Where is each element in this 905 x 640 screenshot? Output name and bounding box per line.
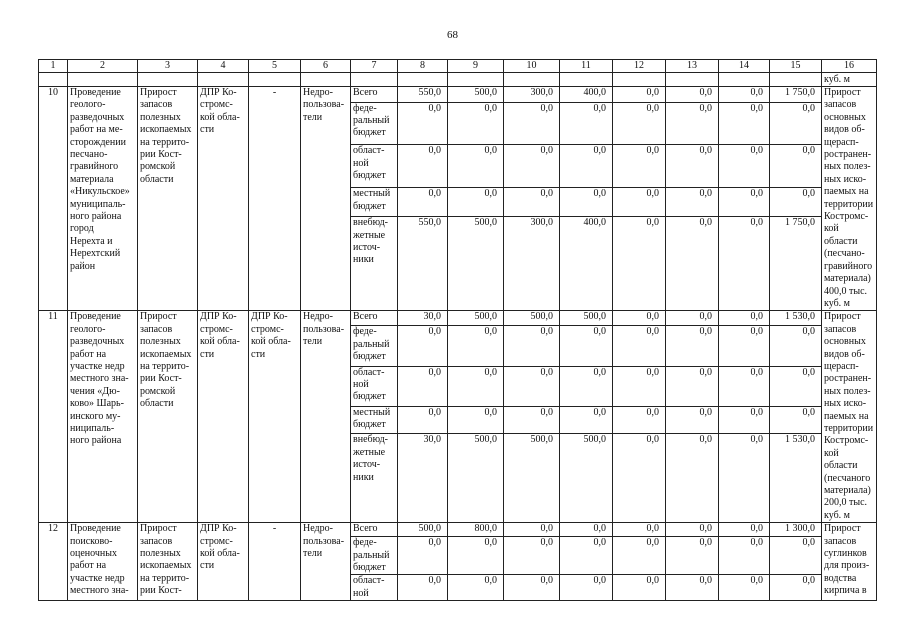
expected-result: Прирост запасов суглинков для произ- водства кирпича в [822,523,877,601]
column-number-header: 9 [448,60,504,73]
funding-value: 0,0 [719,434,770,523]
funding-value: 0,0 [504,366,560,406]
funding-value: 30,0 [398,311,448,326]
funding-value: 0,0 [448,537,504,575]
activity-description: Проведение геолого- разведочных работ на ме- сторождении песчано- гравийного материала «Никульское» муниципаль- ного района город Нерехта и Нерехтский район [68,87,138,311]
page-number: 68 [447,29,458,41]
funding-source: внебюд- жетные источ- ники [351,217,398,311]
goal-description: Прирост запасов полезных ископаемых на террито- рии Кост- ромской области [138,87,198,311]
executor: Недро- пользова- тели [301,523,351,601]
funding-value: 0,0 [719,311,770,326]
responsible-org: ДПР Ко- стромс- кой обла- сти [198,523,249,601]
empty-cell [770,73,822,87]
funding-source: местный бюджет [351,188,398,217]
funding-value: 0,0 [613,188,666,217]
empty-cell [198,73,249,87]
empty-cell [39,73,68,87]
funding-value: 0,0 [719,102,770,145]
funding-value: 500,0 [560,434,613,523]
empty-cell [719,73,770,87]
unit-label: куб. м [822,73,877,87]
column-number-header: 10 [504,60,560,73]
funding-source: внебюд- жетные источ- ники [351,434,398,523]
funding-value: 1 750,0 [770,87,822,103]
funding-value: 400,0 [560,87,613,103]
funding-value: 0,0 [613,434,666,523]
funding-value: 500,0 [504,434,560,523]
funding-value: 0,0 [719,87,770,103]
table-row [39,311,877,326]
funding-value: 0,0 [560,575,613,601]
funding-value: 0,0 [613,102,666,145]
funding-value: 0,0 [770,326,822,366]
row-number: 10 [39,87,68,311]
funding-value: 0,0 [770,188,822,217]
funding-source: феде- ральный бюджет [351,326,398,366]
column-number-header: 14 [719,60,770,73]
funding-value: 0,0 [719,407,770,434]
funding-source: област- ной бюджет [351,366,398,406]
funding-value: 500,0 [448,311,504,326]
funding-value: 550,0 [398,87,448,103]
funding-value: 0,0 [719,575,770,601]
table-row [39,523,877,537]
funding-source: феде- ральный бюджет [351,102,398,145]
funding-source: Всего [351,311,398,326]
funding-value: 500,0 [448,87,504,103]
column-number-header: 11 [560,60,613,73]
funding-value: 0,0 [770,366,822,406]
funding-value: 1 530,0 [770,434,822,523]
funding-value: 0,0 [560,188,613,217]
funding-value: 0,0 [770,575,822,601]
funding-value: 0,0 [613,87,666,103]
funding-value: 0,0 [560,407,613,434]
funding-value: 0,0 [448,407,504,434]
column-number-header: 6 [301,60,351,73]
funding-value: 500,0 [448,217,504,311]
funding-value: 500,0 [448,434,504,523]
funding-value: 0,0 [504,326,560,366]
funding-value: 0,0 [560,366,613,406]
unit-row [39,73,877,87]
column-number-header: 8 [398,60,448,73]
funding-value: 0,0 [560,102,613,145]
funding-value: 0,0 [448,188,504,217]
funding-value: 0,0 [504,188,560,217]
funding-value: 30,0 [398,434,448,523]
funding-value: 400,0 [560,217,613,311]
funding-value: 0,0 [560,326,613,366]
funding-value: 0,0 [613,523,666,537]
funding-value: 500,0 [504,311,560,326]
empty-cell [613,73,666,87]
goal-description: Прирост запасов полезных ископаемых на террито- рии Кост- [138,523,198,601]
funding-value: 0,0 [504,102,560,145]
funding-value: 0,0 [448,326,504,366]
empty-cell [351,73,398,87]
funding-value: 0,0 [560,523,613,537]
program-table [38,59,877,601]
funding-value: 0,0 [770,407,822,434]
responsible-org: ДПР Ко- стромс- кой обла- сти [198,311,249,523]
funding-value: 0,0 [398,407,448,434]
funding-value: 0,0 [613,217,666,311]
column-number-header: 5 [249,60,301,73]
funding-value: 0,0 [613,407,666,434]
funding-value: 0,0 [613,145,666,188]
funding-value: 0,0 [398,145,448,188]
funding-value: 0,0 [613,575,666,601]
funding-value: 0,0 [398,575,448,601]
funding-value: 300,0 [504,217,560,311]
funding-value: 0,0 [666,145,719,188]
funding-value: 500,0 [560,311,613,326]
empty-cell [504,73,560,87]
funding-value: 0,0 [560,537,613,575]
funding-value: 0,0 [613,311,666,326]
funding-value: 0,0 [613,366,666,406]
column-number-header: 15 [770,60,822,73]
funding-value: 0,0 [770,102,822,145]
empty-cell [249,73,301,87]
executor: Недро- пользова- тели [301,87,351,311]
column-number-header: 4 [198,60,249,73]
funding-value: 1 530,0 [770,311,822,326]
funding-value: 0,0 [398,537,448,575]
funding-value: 0,0 [666,537,719,575]
funding-value: 0,0 [666,326,719,366]
funding-value: 0,0 [560,145,613,188]
funding-source: област- ной [351,575,398,601]
funding-value: 0,0 [398,102,448,145]
funding-source: Всего [351,87,398,103]
funding-value: 0,0 [398,326,448,366]
funding-value: 0,0 [504,407,560,434]
funding-value: 0,0 [448,575,504,601]
funding-value: 0,0 [448,102,504,145]
executor: Недро- пользова- тели [301,311,351,523]
funding-source: Всего [351,523,398,537]
funding-value: 0,0 [719,326,770,366]
funding-value: 0,0 [770,537,822,575]
funding-value: 1 750,0 [770,217,822,311]
column-number-header: 7 [351,60,398,73]
funding-value: 0,0 [398,366,448,406]
funding-source: феде- ральный бюджет [351,537,398,575]
empty-cell [560,73,613,87]
column-number-header: 12 [613,60,666,73]
funding-value: 0,0 [666,87,719,103]
funding-value: 0,0 [666,575,719,601]
column-number-row [39,60,877,73]
empty-cell [68,73,138,87]
funding-source: област- ной бюджет [351,145,398,188]
table-row [39,87,877,103]
column-number-header: 2 [68,60,138,73]
funding-value: 300,0 [504,87,560,103]
funding-value: 0,0 [666,407,719,434]
empty-cell [301,73,351,87]
co-executor-org: ДПР Ко- стромс- кой обла- сти [249,311,301,523]
funding-value: 0,0 [666,311,719,326]
empty-cell [138,73,198,87]
expected-result: Прирост запасов основных видов об- щерасп- ространен- ных полез- ных иско- паемых на территории Костромс- кой области (песчано- гравийного материала) 400,0 тыс. куб. м [822,87,877,311]
funding-value: 0,0 [504,537,560,575]
funding-value: 1 300,0 [770,523,822,537]
funding-value: 0,0 [666,366,719,406]
funding-value: 0,0 [719,188,770,217]
column-number-header: 13 [666,60,719,73]
responsible-org: ДПР Ко- стромс- кой обла- сти [198,87,249,311]
funding-value: 0,0 [504,575,560,601]
activity-description: Проведение геолого- разведочных работ на участке недр местного зна- чения «Дю- ково» Шарь- инского му- ниципаль- ного района [68,311,138,523]
row-number: 12 [39,523,68,601]
funding-value: 0,0 [448,366,504,406]
empty-cell [448,73,504,87]
funding-value: 0,0 [666,523,719,537]
funding-value: 0,0 [504,145,560,188]
funding-value: 500,0 [398,523,448,537]
funding-value: 0,0 [666,217,719,311]
funding-value: 0,0 [666,188,719,217]
row-number: 11 [39,311,68,523]
column-number-header: 1 [39,60,68,73]
activity-description: Проведение поисково- оценочных работ на участке недр местного зна- [68,523,138,601]
funding-value: 0,0 [719,366,770,406]
goal-description: Прирост запасов полезных ископаемых на террито- рии Кост- ромской области [138,311,198,523]
column-number-header: 3 [138,60,198,73]
funding-value: 550,0 [398,217,448,311]
funding-value: 0,0 [666,434,719,523]
funding-value: 0,0 [448,145,504,188]
funding-value: 0,0 [719,537,770,575]
empty-cell [398,73,448,87]
funding-value: 0,0 [770,145,822,188]
expected-result: Прирост запасов основных видов об- щерасп- ространен- ных полез- ных иско- паемых на территории Костромс- кой области (песчаного материала) 200,0 тыс. куб. м [822,311,877,523]
co-executor-org: - [249,87,301,311]
funding-value: 0,0 [613,537,666,575]
funding-source: местный бюджет [351,407,398,434]
funding-value: 0,0 [504,523,560,537]
funding-value: 0,0 [398,188,448,217]
funding-value: 0,0 [666,102,719,145]
funding-value: 0,0 [719,145,770,188]
funding-value: 0,0 [719,217,770,311]
funding-value: 0,0 [613,326,666,366]
funding-value: 0,0 [719,523,770,537]
column-number-header: 16 [822,60,877,73]
funding-value: 800,0 [448,523,504,537]
co-executor-org: - [249,523,301,601]
empty-cell [666,73,719,87]
